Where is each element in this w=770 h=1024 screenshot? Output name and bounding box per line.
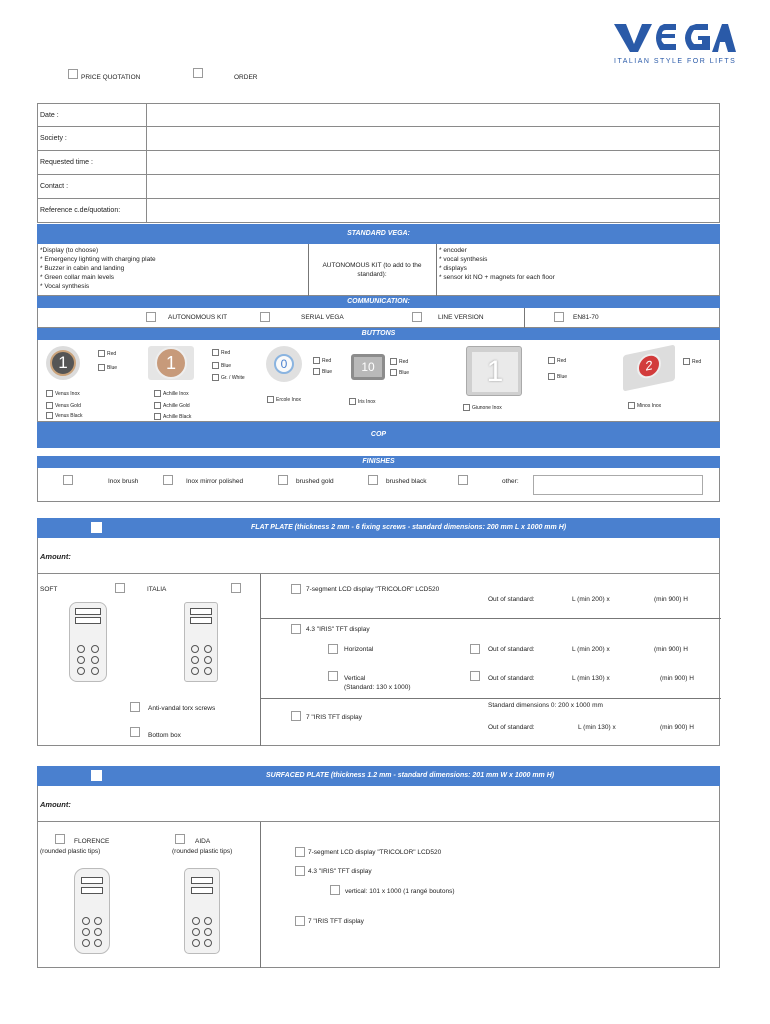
flat-out-std-horizontal-checkbox[interactable]	[470, 644, 480, 654]
minos-inox-checkbox[interactable]	[628, 402, 635, 409]
finish-mirror-checkbox[interactable]	[163, 475, 173, 485]
finish-brushed-gold-checkbox[interactable]	[278, 475, 288, 485]
b5-blue-checkbox[interactable]	[548, 373, 555, 380]
flat-out-std-vertical-checkbox[interactable]	[470, 671, 480, 681]
b2-blue-label: Blue	[221, 363, 232, 369]
b2-red-checkbox[interactable]	[212, 349, 219, 356]
b1-red-checkbox[interactable]	[98, 350, 105, 357]
italia-panel-image	[184, 602, 218, 682]
b3-blue-label: Blue	[322, 369, 333, 375]
flat-l-min-130-1: L (min 130) x	[572, 675, 610, 682]
florence-checkbox[interactable]	[55, 834, 65, 844]
surfaced-lcd-label: 7-segment LCD display "TRICOLOR" LCD520	[308, 849, 442, 856]
flat-vertical-checkbox[interactable]	[328, 671, 338, 681]
flat-iris43-checkbox[interactable]	[291, 624, 301, 634]
ercole-button-image	[266, 346, 302, 382]
aida-checkbox[interactable]	[175, 834, 185, 844]
achille-inox-label: Achille Inox	[163, 391, 189, 397]
requested-time-row[interactable]	[37, 151, 720, 175]
b4-red-checkbox[interactable]	[390, 358, 397, 365]
b2-green-white-label: Gr. / White	[221, 375, 245, 381]
achille-gold-label: Achille Gold	[163, 403, 190, 409]
vega-logo	[612, 20, 736, 70]
soft-panel-image	[69, 602, 107, 682]
venus-gold-label: Venus Gold	[55, 403, 81, 409]
soft-checkbox[interactable]	[115, 583, 125, 593]
venus-inox-checkbox[interactable]	[46, 390, 53, 397]
ercole-digit: 0	[274, 354, 294, 374]
finish-inox-brush-label: Inox brush	[108, 478, 139, 485]
standard-left-3: * Buzzer in cabin and landing	[40, 265, 125, 272]
flat-out-std-4: Out of standard:	[488, 724, 535, 731]
finish-other-label: other:	[502, 478, 519, 485]
flat-plate-checkbox[interactable]	[91, 522, 102, 533]
b1-blue-checkbox[interactable]	[98, 364, 105, 371]
giunone-inox-label: Giunone Inox	[472, 405, 502, 411]
reference-label: Reference c.de/quotation:	[38, 199, 147, 222]
b5-red-label: Red	[557, 358, 567, 364]
finish-other-input[interactable]	[533, 475, 703, 495]
flat-amount-label: Amount:	[40, 552, 71, 561]
finish-brushed-gold-label: brushed gold	[296, 478, 334, 485]
comm-en81-70-label: EN81-70	[573, 314, 599, 321]
giunone-digit: 1	[472, 352, 518, 392]
standard-left-2: * Emergency lighting with charging plate	[40, 256, 156, 263]
venus-button-image	[46, 346, 80, 380]
finish-brushed-black-checkbox[interactable]	[368, 475, 378, 485]
florence-label: FLORENCE	[74, 838, 110, 845]
order-label: ORDER	[234, 74, 258, 81]
flat-lcd-checkbox[interactable]	[291, 584, 301, 594]
date-row[interactable]	[37, 103, 720, 127]
b6-red-checkbox[interactable]	[683, 358, 690, 365]
venus-black-checkbox[interactable]	[46, 412, 53, 419]
buttons-box	[37, 340, 720, 422]
venus-inox-label: Venus Inox	[55, 391, 80, 397]
soft-label: SOFT	[40, 586, 58, 593]
requested-time-label: Requested time :	[38, 151, 147, 174]
order-checkbox[interactable]	[193, 68, 203, 78]
standard-left-5: * Vocal synthesis	[40, 283, 90, 290]
b3-red-label: Red	[322, 358, 332, 364]
society-label: Society :	[38, 127, 147, 150]
communication-header: COMMUNICATION:	[37, 296, 720, 308]
venus-black-label: Venus Black	[55, 413, 83, 419]
surfaced-iris7-label: 7 "IRIS TFT display	[308, 918, 364, 925]
finish-other-checkbox[interactable]	[458, 475, 468, 485]
florence-sub: (rounded plastic tips)	[40, 848, 101, 855]
minos-digit: 2	[637, 351, 661, 380]
achille-button-image	[148, 346, 194, 380]
achille-digit: 1	[155, 347, 187, 379]
achille-gold-checkbox[interactable]	[154, 402, 161, 409]
flat-out-std-1: Out of standard:	[488, 596, 535, 603]
buttons-header: BUTTONS	[37, 328, 720, 340]
flat-plate-title: FLAT PLATE (thickness 2 mm - 6 fixing screws - standard dimensions: 200 mm L x 1000 mm H)	[251, 524, 567, 531]
logo-tagline: ITALIAN STYLE FOR LIFTS	[614, 58, 737, 65]
standard-right-1: * encoder	[439, 247, 467, 254]
bottom-box-checkbox[interactable]	[130, 727, 140, 737]
florence-panel-image	[74, 868, 110, 954]
standard-right-2: * vocal synthesis	[439, 256, 488, 263]
standard-left-1: *Display (to choose)	[40, 247, 99, 254]
flat-l-min-200-1: L (min 200) x	[572, 596, 610, 603]
italia-label: ITALIA	[147, 586, 167, 593]
iris-digit: 10	[354, 357, 382, 377]
date-label: Date :	[38, 104, 147, 126]
flat-iris7-label: 7 "IRIS TFT display	[306, 714, 362, 721]
achille-inox-checkbox[interactable]	[154, 390, 161, 397]
b3-blue-checkbox[interactable]	[313, 368, 320, 375]
flat-plate-body	[37, 574, 720, 746]
surfaced-iris7-checkbox[interactable]	[295, 916, 305, 926]
flat-iris7-checkbox[interactable]	[291, 711, 301, 721]
finish-brushed-black-label: brushed black	[386, 478, 427, 485]
autonomous-kit-label: AUTONOMOUS KIT (to add to the standard):	[322, 262, 422, 278]
surfaced-iris43-checkbox[interactable]	[295, 866, 305, 876]
flat-l-min-200-2: L (min 200) x	[572, 646, 610, 653]
finish-inox-brush-checkbox[interactable]	[63, 475, 73, 485]
surfaced-vertical-checkbox[interactable]	[330, 885, 340, 895]
aida-panel-image	[184, 868, 220, 954]
b5-red-checkbox[interactable]	[548, 357, 555, 364]
flat-min-900-2: (min 900) H	[654, 646, 688, 653]
surfaced-plate-header	[37, 766, 720, 786]
b2-green-white-checkbox[interactable]	[212, 374, 219, 381]
comm-en81-70-checkbox[interactable]	[554, 312, 564, 322]
finishes-header: FINISHES	[37, 456, 720, 468]
comm-line-version-checkbox[interactable]	[412, 312, 422, 322]
surfaced-amount-row[interactable]	[37, 786, 720, 822]
contact-label: Contact :	[38, 175, 147, 198]
b5-blue-label: Blue	[557, 374, 568, 380]
aida-sub: (rounded plastic tips)	[172, 848, 233, 855]
flat-vertical-label: Vertical	[344, 675, 366, 682]
minos-button-image	[623, 344, 675, 391]
comm-serial-vega-label: SERIAL VEGA	[301, 314, 344, 321]
flat-min-900-4: (min 900) H	[660, 724, 694, 731]
anti-vandal-label: Anti-vandal torx screws	[148, 705, 216, 712]
ercole-inox-label: Ercole Inox	[276, 397, 302, 403]
achille-black-label: Achille Black	[163, 414, 192, 420]
b1-blue-label: Blue	[107, 365, 118, 371]
giunone-inox-checkbox[interactable]	[463, 404, 470, 411]
b6-red-label: Red	[692, 359, 702, 365]
flat-std-dim: Standard dimensions 0: 200 x 1000 mm	[488, 702, 603, 709]
flat-iris43-label: 4.3 "IRIS" TFT display	[306, 626, 370, 633]
standard-right-4: * sensor kit NO + magnets for each floor	[439, 274, 555, 281]
b4-blue-label: Blue	[399, 370, 410, 376]
standard-right-3: * displays	[439, 265, 467, 272]
price-quotation-label: PRICE QUOTATION	[81, 74, 141, 81]
venus-digit: 1	[50, 350, 76, 376]
venus-gold-checkbox[interactable]	[46, 402, 53, 409]
surfaced-amount-label: Amount:	[40, 800, 71, 809]
flat-plate-header	[37, 518, 720, 538]
aida-label: AIDA	[195, 838, 211, 845]
surfaced-iris43-label: 4.3 "IRIS" TFT display	[308, 868, 372, 875]
comm-line-version-label: LINE VERSION	[438, 314, 484, 321]
flat-horizontal-checkbox[interactable]	[328, 644, 338, 654]
surfaced-lcd-checkbox[interactable]	[295, 847, 305, 857]
bottom-box-label: Bottom box	[148, 732, 181, 739]
standard-vega-header: STANDARD VEGA:	[37, 224, 720, 244]
finish-mirror-label: Inox mirror polished	[186, 478, 244, 485]
b4-red-label: Red	[399, 359, 409, 365]
flat-l-min-130-2: L (min 130) x	[578, 724, 616, 731]
b1-red-label: Red	[107, 351, 117, 357]
comm-autonomous-kit-label: AUTONOMOUS KIT	[168, 314, 228, 321]
flat-lcd-label: 7-segment LCD display "TRICOLOR" LCD520	[306, 586, 440, 593]
b4-blue-checkbox[interactable]	[390, 369, 397, 376]
flat-min-900-1: (min 900) H	[654, 596, 688, 603]
anti-vandal-checkbox[interactable]	[130, 702, 140, 712]
ercole-inox-checkbox[interactable]	[267, 396, 274, 403]
b3-red-checkbox[interactable]	[313, 357, 320, 364]
comm-serial-vega-checkbox[interactable]	[260, 312, 270, 322]
contact-row[interactable]	[37, 175, 720, 199]
italia-checkbox[interactable]	[231, 583, 241, 593]
price-quotation-checkbox[interactable]	[68, 69, 78, 79]
cop-header: COP	[37, 422, 720, 448]
surfaced-plate-body	[37, 822, 720, 968]
giunone-button-image	[466, 346, 522, 396]
flat-horizontal-label: Horizontal	[344, 646, 374, 653]
flat-out-std-3: Out of standard:	[488, 675, 535, 682]
flat-min-900-3: (min 900) H	[660, 675, 694, 682]
b2-blue-checkbox[interactable]	[212, 362, 219, 369]
iris-inox-checkbox[interactable]	[349, 398, 356, 405]
flat-plate-amount-row[interactable]	[37, 538, 720, 574]
finishes-box	[37, 468, 720, 502]
standard-left-4: * Green collar main levels	[40, 274, 115, 281]
society-row[interactable]	[37, 127, 720, 151]
communication-box	[37, 308, 720, 328]
iris-button-image	[351, 354, 385, 380]
surfaced-plate-checkbox[interactable]	[91, 770, 102, 781]
flat-out-std-2: Out of standard:	[488, 646, 535, 653]
surfaced-plate-title: SURFACED PLATE (thickness 1.2 mm - standard dimensions: 201 mm W x 1000 mm H)	[266, 772, 555, 779]
b2-red-label: Red	[221, 350, 231, 356]
reference-row[interactable]	[37, 199, 720, 223]
minos-inox-label: Minos Inox	[637, 403, 662, 409]
standard-vega-box	[37, 244, 720, 296]
flat-vertical-std: (Standard: 130 x 1000)	[344, 684, 411, 691]
achille-black-checkbox[interactable]	[154, 413, 161, 420]
iris-inox-label: Iris Inox	[358, 399, 376, 405]
surfaced-vertical-label: vertical: 101 x 1000 (1 rangé boutons)	[345, 888, 455, 895]
comm-autonomous-kit-checkbox[interactable]	[146, 312, 156, 322]
